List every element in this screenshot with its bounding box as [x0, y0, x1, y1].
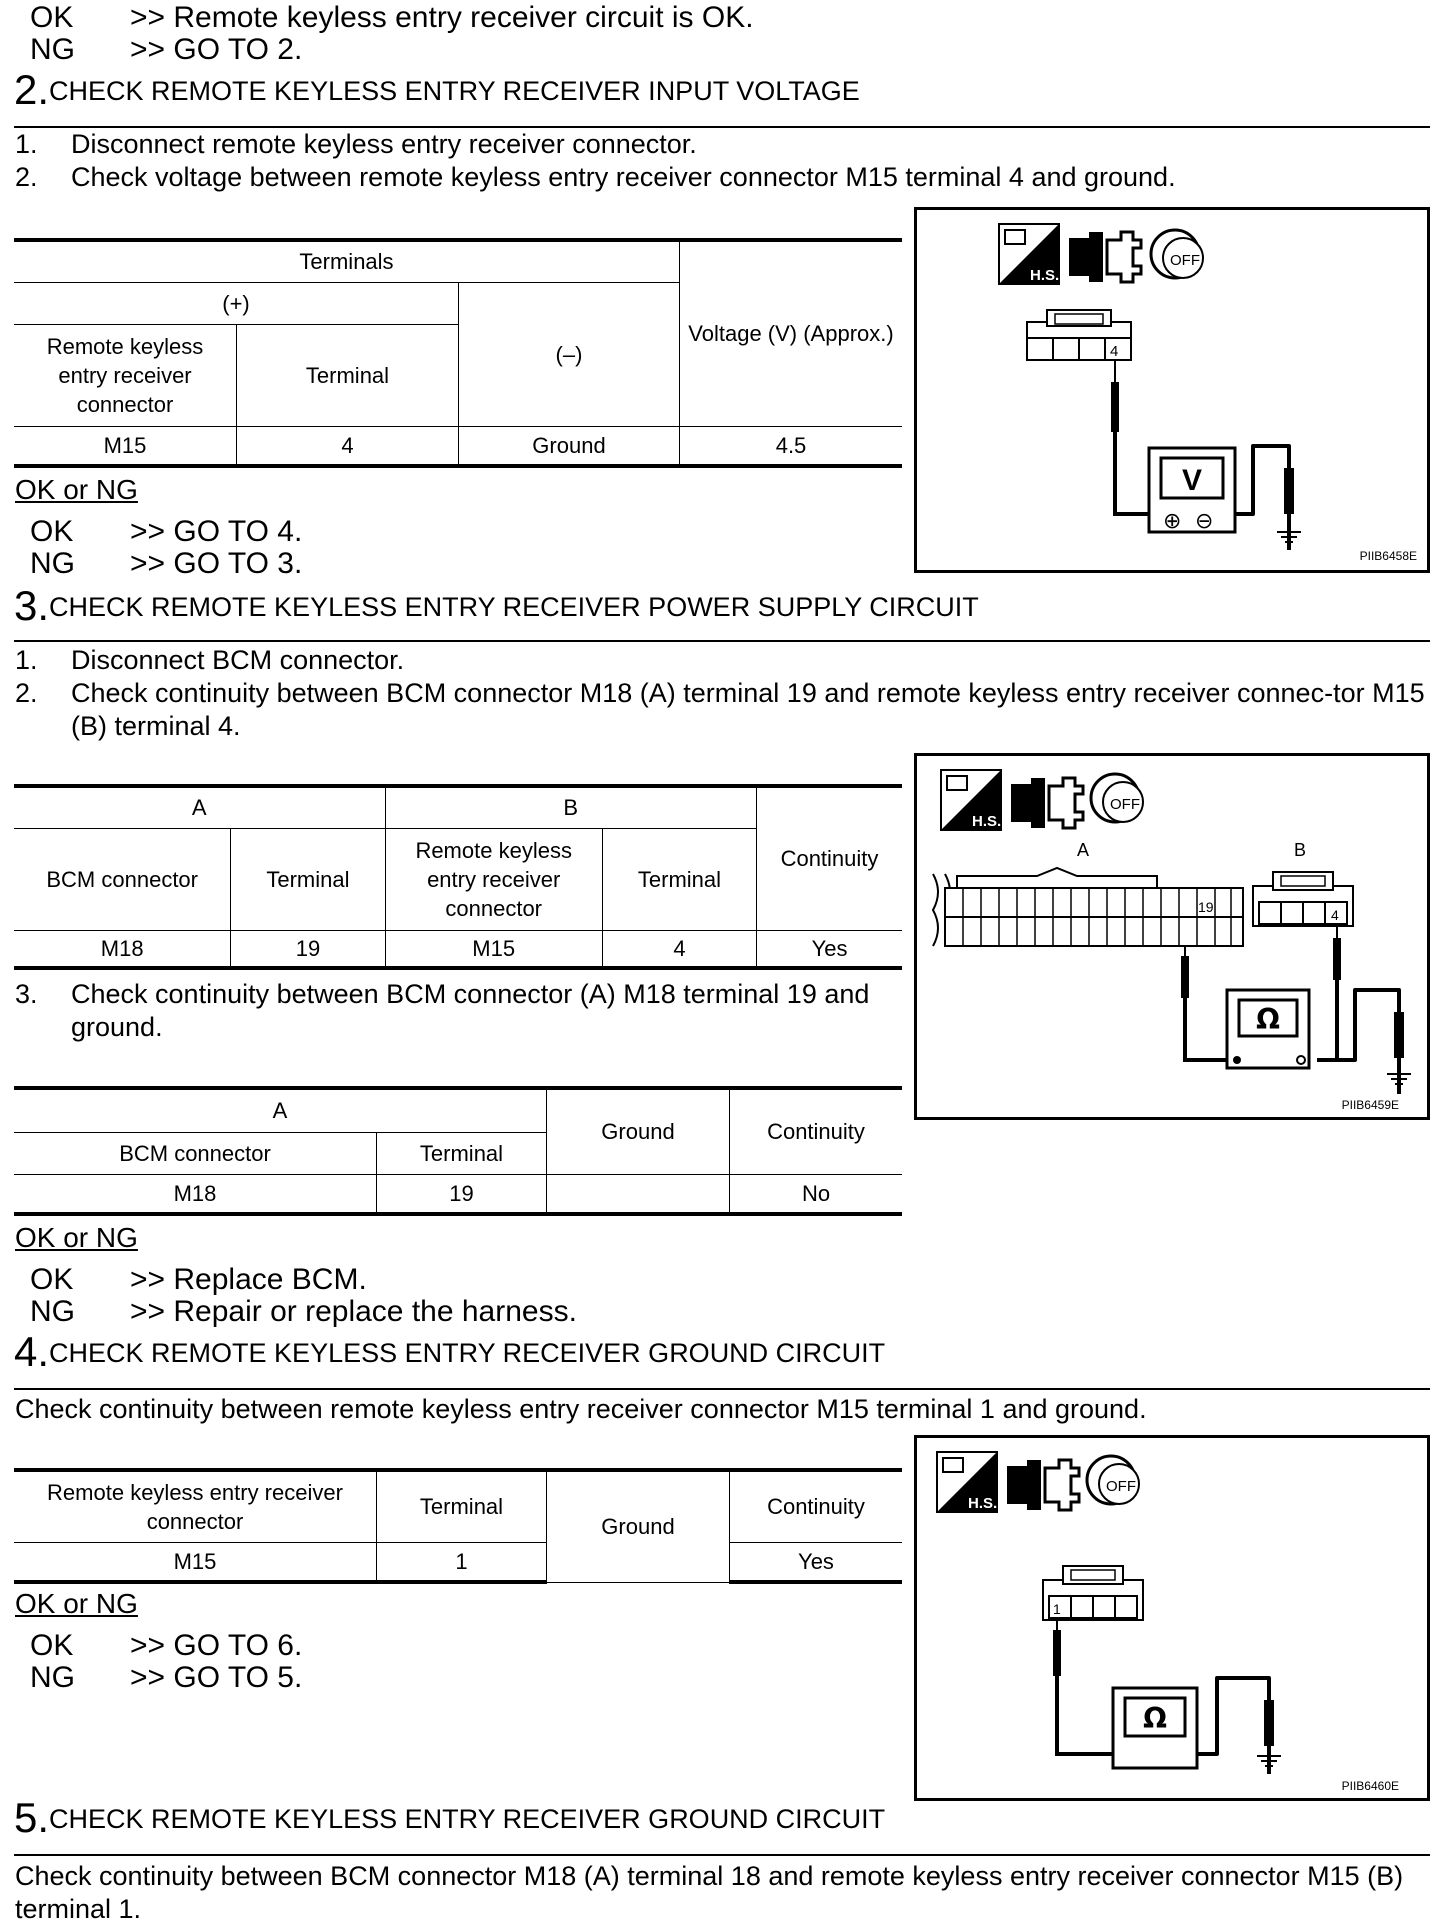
step-3-ok: OK >> Replace BCM. — [30, 1263, 367, 1296]
cell-term: 19 — [377, 1174, 547, 1214]
connector-disconnect-icon — [1011, 778, 1083, 828]
cell-continuity: No — [730, 1174, 903, 1214]
step-2-ok-or-ng: OK or NG — [15, 474, 138, 505]
connector-disconnect-icon — [1069, 232, 1141, 282]
figure-power-supply-check — [914, 753, 1430, 1120]
step-4-continuity-table — [14, 1468, 902, 1584]
harness-badge-icon — [937, 1452, 997, 1512]
step-2-voltage-table — [14, 238, 902, 468]
ground-header: Ground — [547, 1470, 730, 1582]
svg-text:⊕: ⊕ — [1163, 509, 1182, 534]
rke-connector-m15 — [1027, 310, 1131, 360]
step-4-heading: 4.CHECK REMOTE KEYLESS ENTRY RECEIVER GROUND CIRCUIT — [14, 1334, 1430, 1390]
minus-header: (–) — [459, 282, 680, 426]
figure-voltage-check — [914, 207, 1430, 573]
cell-a-term: 19 — [231, 930, 385, 968]
ground-diagram — [917, 1438, 1427, 1798]
cell-continuity: Yes — [757, 930, 902, 968]
step-2-item-2: 2. Check voltage between remote keyless entry receiver connector M15 terminal 4 and ground. — [15, 162, 1176, 192]
connector-disconnect-icon — [1007, 1460, 1079, 1510]
connector-header: Remote keyless entry receiver connector — [14, 324, 237, 426]
continuity-header: Continuity — [730, 1470, 903, 1542]
cell-conn: M15 — [14, 1542, 377, 1582]
step-2-item-1: 1. Disconnect remote keyless entry receiver connector. — [15, 129, 697, 159]
rke-connector-header: Remote keyless entry receiver connector — [14, 1470, 377, 1542]
step-3-item-1: 1. Disconnect BCM connector. — [15, 645, 405, 675]
label-b: B — [1294, 840, 1307, 860]
rke-connector-header: Remote keyless entry receiver connector — [385, 828, 602, 930]
terminal-header: Terminal — [377, 1132, 547, 1174]
svg-text:H.S.: H.S. — [1030, 267, 1060, 284]
terminal-header: Terminal — [377, 1470, 547, 1542]
plus-header: (+) — [14, 282, 459, 324]
cell-minus: Ground — [459, 426, 680, 466]
step-2-heading: 2.CHECK REMOTE KEYLESS ENTRY RECEIVER INPUT VOLTAGE — [14, 72, 1430, 128]
bcm-connector-m18 — [933, 868, 1243, 946]
svg-text:1: 1 — [1053, 1601, 1061, 1617]
step-5-text: Check continuity between BCM connector M18 (A) terminal 18 and remote keyless entry receiver connector M15 (B) terminal 1. — [15, 1861, 1404, 1924]
figure-code: PIIB6459E — [1341, 1098, 1399, 1112]
voltage-header: Voltage (V) (Approx.) — [680, 240, 903, 426]
a-header: A — [14, 786, 385, 828]
step-4-text: Check continuity between remote keyless entry receiver connector M15 terminal 1 and ground. — [15, 1394, 1147, 1424]
ground-header: Ground — [547, 1088, 730, 1174]
terminals-header: Terminals — [14, 240, 680, 282]
cell-ground-empty — [547, 1174, 730, 1214]
svg-text:OFF: OFF — [1170, 252, 1200, 269]
cell-b-conn: M15 — [385, 930, 602, 968]
bcm-connector-header: BCM connector — [14, 828, 231, 930]
ignition-off-icon — [1151, 230, 1203, 278]
cell-conn: M18 — [14, 1174, 377, 1214]
step-3-ok-or-ng: OK or NG — [15, 1222, 138, 1253]
voltage-diagram — [917, 210, 1427, 570]
figure-code: PIIB6460E — [1341, 1779, 1399, 1793]
cell-terminal: 4 — [237, 426, 459, 466]
a-terminal-header: Terminal — [231, 828, 385, 930]
cell-b-term: 4 — [602, 930, 756, 968]
cell-continuity: Yes — [730, 1542, 903, 1582]
rke-connector-m15 — [1043, 1566, 1143, 1620]
figure-ground-check — [914, 1435, 1430, 1801]
step-3-item-2: 2. Check continuity between BCM connector M18 (A) terminal 19 and remote keyless entry receiver connec-tor M15 (B) terminal 4. — [15, 678, 1425, 741]
cell-a-conn: M18 — [14, 930, 231, 968]
bcm-connector-header: BCM connector — [14, 1132, 377, 1174]
svg-text:H.S.: H.S. — [972, 813, 1002, 830]
svg-text:19: 19 — [1198, 899, 1214, 915]
step-3-continuity-table-1 — [14, 784, 902, 970]
figure-code: PIIB6458E — [1359, 549, 1417, 563]
svg-text:OFF: OFF — [1110, 796, 1140, 813]
continuity-diagram-a-b — [917, 756, 1427, 1117]
svg-text:V: V — [1181, 464, 1203, 497]
svg-text:⊖: ⊖ — [1195, 509, 1214, 534]
continuity-header: Continuity — [730, 1088, 903, 1174]
svg-text:Ω: Ω — [1143, 1702, 1167, 1735]
step-3-heading: 3.CHECK REMOTE KEYLESS ENTRY RECEIVER POWER SUPPLY CIRCUIT — [14, 588, 1430, 642]
step-2-ng: NG >> GO TO 3. — [30, 547, 303, 580]
step-5-heading: 5.CHECK REMOTE KEYLESS ENTRY RECEIVER GROUND CIRCUIT — [14, 1800, 1430, 1856]
step-3-continuity-table-2 — [14, 1086, 902, 1216]
step-3-item-3: 3. Check continuity between BCM connector (A) M18 terminal 19 and ground. — [15, 979, 870, 1042]
b-terminal-header: Terminal — [602, 828, 756, 930]
ohmmeter — [1227, 990, 1309, 1068]
ohmmeter — [1113, 1688, 1197, 1768]
harness-badge-icon — [941, 770, 1001, 830]
svg-text:H.S.: H.S. — [968, 1495, 998, 1512]
continuity-header: Continuity — [757, 786, 902, 930]
a-header: A — [14, 1088, 547, 1132]
terminal-header: Terminal — [237, 324, 459, 426]
result-ok: OK >> Remote keyless entry receiver circuit is OK. — [30, 1, 754, 34]
step-3-ng: NG >> Repair or replace the harness. — [30, 1295, 577, 1328]
cell-term: 1 — [377, 1542, 547, 1582]
label-a: A — [1077, 840, 1090, 860]
step-4-ok: OK >> GO TO 6. — [30, 1629, 303, 1662]
svg-text:Ω: Ω — [1256, 1003, 1280, 1036]
rke-connector-m15 — [1253, 872, 1353, 926]
ignition-off-icon — [1091, 774, 1143, 822]
ignition-off-icon — [1087, 1456, 1139, 1504]
b-header: B — [385, 786, 757, 828]
cell-connector: M15 — [14, 426, 237, 466]
svg-text:OFF: OFF — [1106, 1478, 1136, 1495]
step-2-ok: OK >> GO TO 4. — [30, 515, 303, 548]
step-4-ok-or-ng: OK or NG — [15, 1588, 138, 1619]
svg-text:4: 4 — [1110, 343, 1119, 360]
svg-text:4: 4 — [1331, 907, 1339, 923]
voltmeter — [1149, 448, 1235, 534]
harness-badge-icon — [999, 224, 1059, 284]
result-ng: NG >> GO TO 2. — [30, 33, 303, 66]
cell-voltage: 4.5 — [680, 426, 903, 466]
step-4-ng: NG >> GO TO 5. — [30, 1661, 303, 1694]
